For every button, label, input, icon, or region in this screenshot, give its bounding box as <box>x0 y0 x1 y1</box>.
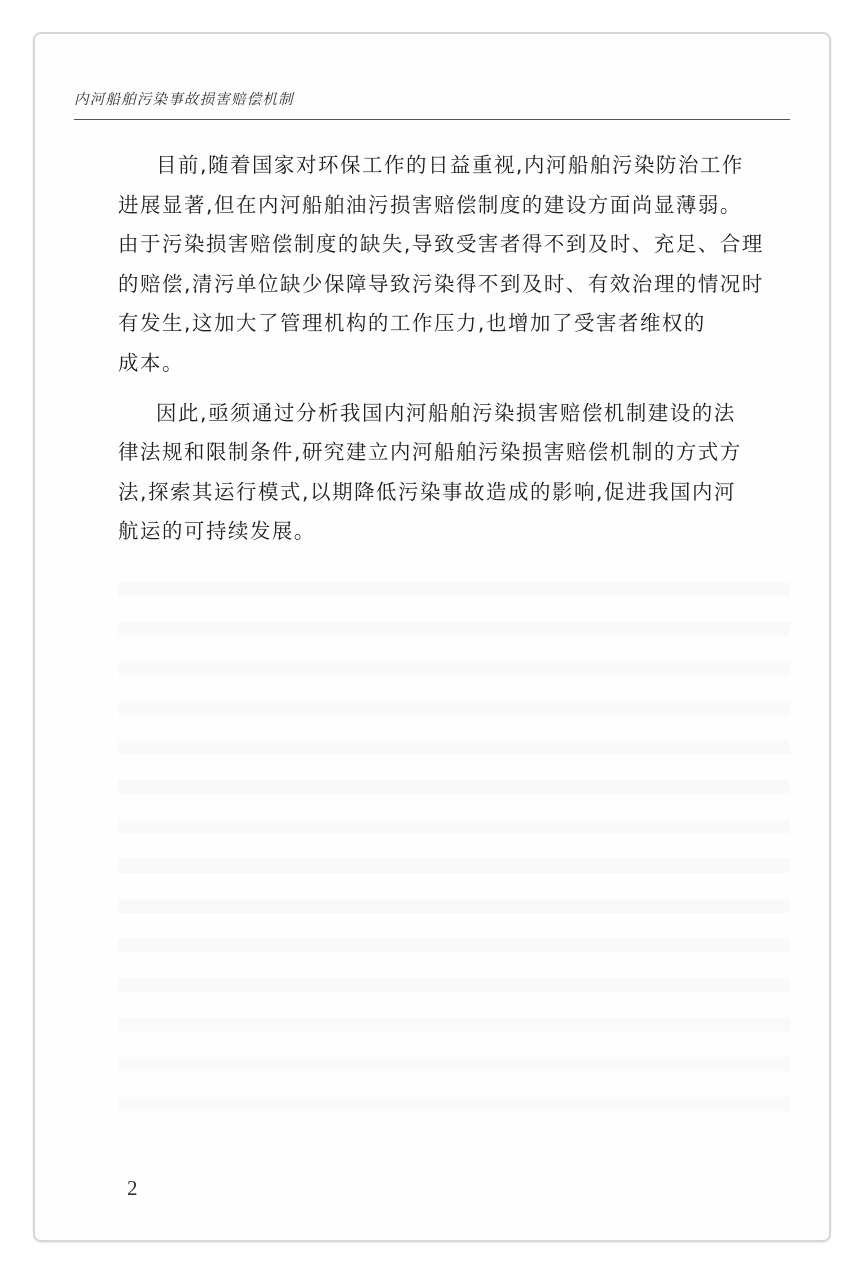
text-line: 有发生,这加大了管理机构的工作压力,也增加了受害者维权的 <box>118 311 706 336</box>
body-text <box>118 146 790 562</box>
paragraph-1 <box>118 146 790 384</box>
text-line: 成本。 <box>118 350 184 375</box>
text-line: 由于污染损害赔偿制度的缺失,导致受害者得不到及时、充足、合理 <box>118 232 764 257</box>
page-number: 2 <box>127 1176 138 1200</box>
running-header: 内河船舶污染事故损害赔偿机制 <box>74 92 294 108</box>
text-line: 因此,亟须通过分析我国内河船舶污染损害赔偿机制建设的法 <box>156 400 736 425</box>
text-line: 进展显著,但在内河船舶油污损害赔偿制度的建设方面尚显薄弱。 <box>118 192 742 217</box>
text-line: 的赔偿,清污单位缺少保障导致污染得不到及时、有效治理的情况时 <box>118 271 764 296</box>
text-line: 目前,随着国家对环保工作的日益重视,内河船舶污染防治工作 <box>156 153 744 177</box>
header-rule <box>74 119 790 120</box>
text-line: 航运的可持续发展。 <box>118 519 316 544</box>
paragraph-2 <box>118 394 790 552</box>
text-line: 律法规和限制条件,研究建立内河船舶污染损害赔偿机制的方式方 <box>118 440 742 465</box>
text-line: 法,探索其运行模式,以期降低污染事故造成的影响,促进我国内河 <box>118 479 736 504</box>
